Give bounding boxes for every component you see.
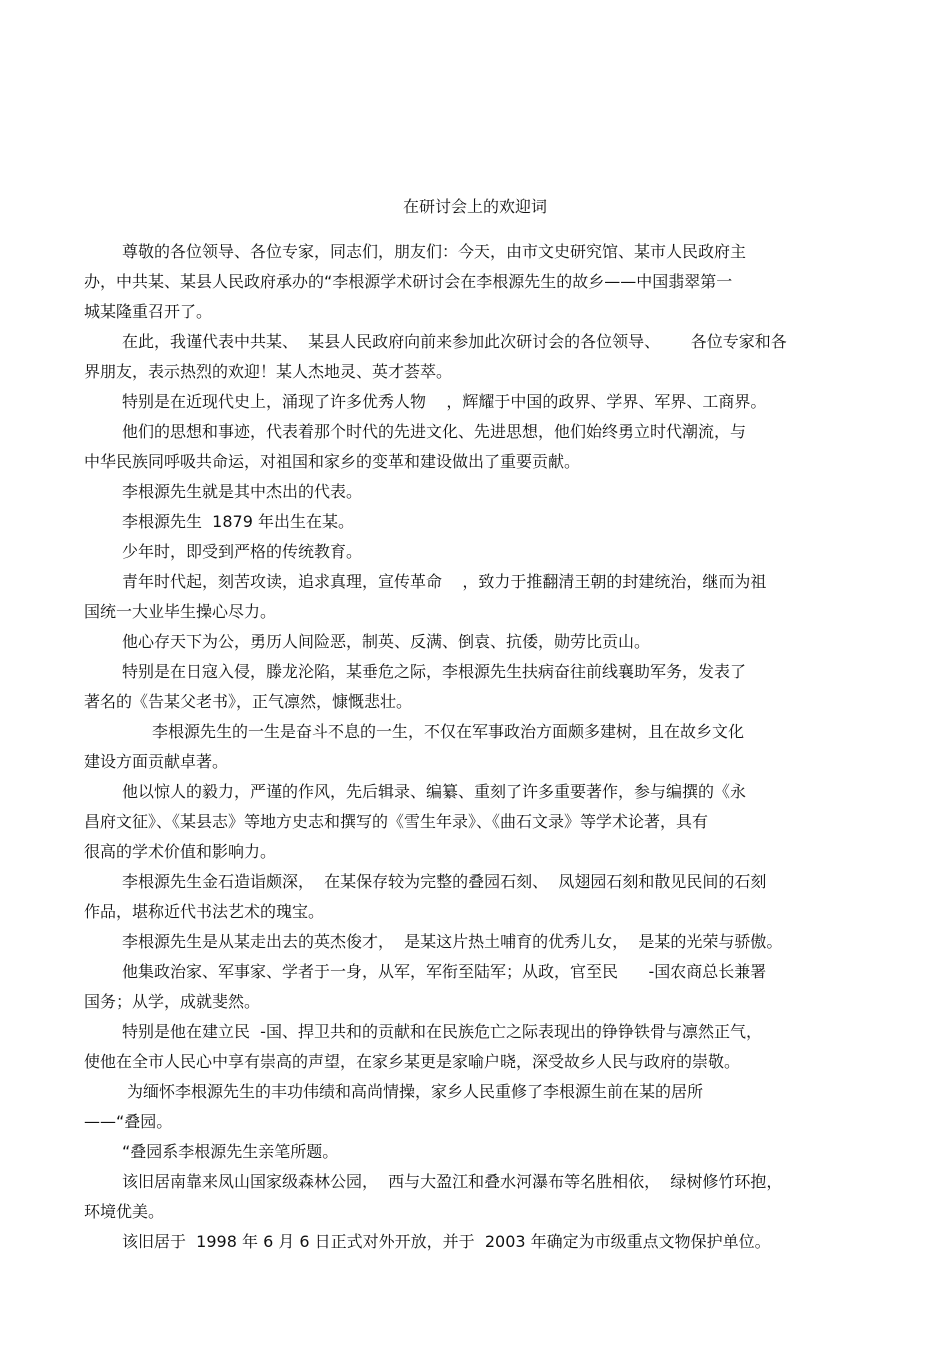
body-line: 特别是他在建立民 -国、捍卫共和的贡献和在民族危亡之际表现出的铮铮铁骨与凛然正气，: [122, 1022, 762, 1041]
body-line: 中华民族同呼吸共命运，对祖国和家乡的变革和建设做出了重要贡献。: [84, 452, 581, 471]
body-line: 李根源先生 1879 年出生在某。: [122, 512, 354, 531]
body-line: 他集政治家、军事家、学者于一身，从军，军衔至陆军；从政，官至民 -国农商总长兼署: [122, 962, 767, 981]
body-line: 少年时，即受到严格的传统教育。: [122, 542, 363, 561]
body-line: 特别是在日寇入侵，滕龙沦陷，某垂危之际，李根源先生扶病奋往前线襄助军务，发表了: [122, 662, 747, 681]
document-title: 在研讨会上的欢迎词: [402, 197, 547, 216]
body-line: 界朋友，表示热烈的欢迎！某人杰地灵、英才荟萃。: [84, 362, 453, 381]
body-line: 著名的《告某父老书》，正气凛然，慷慨悲壮。: [84, 692, 413, 711]
body-line: 该旧居南靠来凤山国家级森林公园， 西与大盈江和叠水河瀑布等名胜相依， 绿树修竹环抱，: [122, 1172, 783, 1191]
body-line: 青年时代起，刻苦攻读，追求真理，宣传革命 ，致力于推翻清王朝的封建统治，继而为祖: [122, 572, 767, 591]
body-line: 李根源先生就是其中杰出的代表。: [122, 482, 363, 501]
body-line: 尊敬的各位领导、各位专家，同志们，朋友们：今天，由市文史研究馆、某市人民政府主: [122, 242, 747, 261]
body-line: 环境优美。: [84, 1202, 165, 1221]
body-line: 特别是在近现代史上，涌现了许多优秀人物 ，辉耀于中国的政界、学界、军界、工商界。: [122, 392, 767, 411]
body-line: 李根源先生金石造诣颇深， 在某保存较为完整的叠园石刻、 凤翅园石刻和散见民间的石刻: [122, 872, 767, 891]
body-line: ——“叠园。: [84, 1112, 173, 1131]
body-line: 办，中共某、某县人民政府承办的“李根源学术研讨会在李根源先生的故乡——中国翡翠第一: [84, 272, 733, 291]
body-line: 为缅怀李根源先生的丰功伟绩和高尚情操，家乡人民重修了李根源生前在某的居所: [127, 1082, 704, 1101]
body-line: 城某隆重召开了。: [84, 302, 213, 321]
body-line: 李根源先生的一生是奋斗不息的一生，不仅在军事政治方面颇多建树，且在故乡文化: [152, 722, 745, 741]
body-line: 他以惊人的毅力，严谨的作风，先后辑录、编纂、重刻了许多重要著作，参与编撰的《永: [122, 782, 747, 801]
body-line: 他们的思想和事迹，代表着那个时代的先进文化、先进思想，他们始终勇立时代潮流，与: [122, 422, 747, 441]
body-line: 作品，堪称近代书法艺术的瑰宝。: [84, 902, 325, 921]
body-line: 建设方面贡献卓著。: [84, 752, 229, 771]
body-line: 昌府文征》、《某县志》等地方史志和撰写的《雪生年录》、《曲石文录》等学术论著，具有: [84, 812, 709, 831]
body-line: 李根源先生是从某走出去的英杰俊才， 是某这片热土哺育的优秀儿女， 是某的光荣与骄傲。: [122, 932, 783, 951]
body-line: 他心存天下为公，勇历人间险恶，制英、反满、倒袁、抗倭，勋劳比贡山。: [122, 632, 651, 651]
body-line: 使他在全市人民心中享有崇高的声望，在家乡某更是家喻户晓，深受故乡人民与政府的崇敬。: [84, 1052, 741, 1071]
body-line: 国务；从学，成就斐然。: [84, 992, 261, 1011]
body-line: 国统一大业毕生操心尽力。: [84, 602, 277, 621]
body-line: 很高的学术价值和影响力。: [84, 842, 277, 861]
body-line: “叠园系李根源先生亲笔所题。: [122, 1142, 339, 1161]
body-line: 该旧居于 1998 年 6 月 6 日正式对外开放，并于 2003 年确定为市级重点文物保护单位。: [122, 1232, 771, 1251]
body-line: 在此，我谨代表中共某、 某县人民政府向前来参加此次研讨会的各位领导、 各位专家和各: [122, 332, 787, 351]
